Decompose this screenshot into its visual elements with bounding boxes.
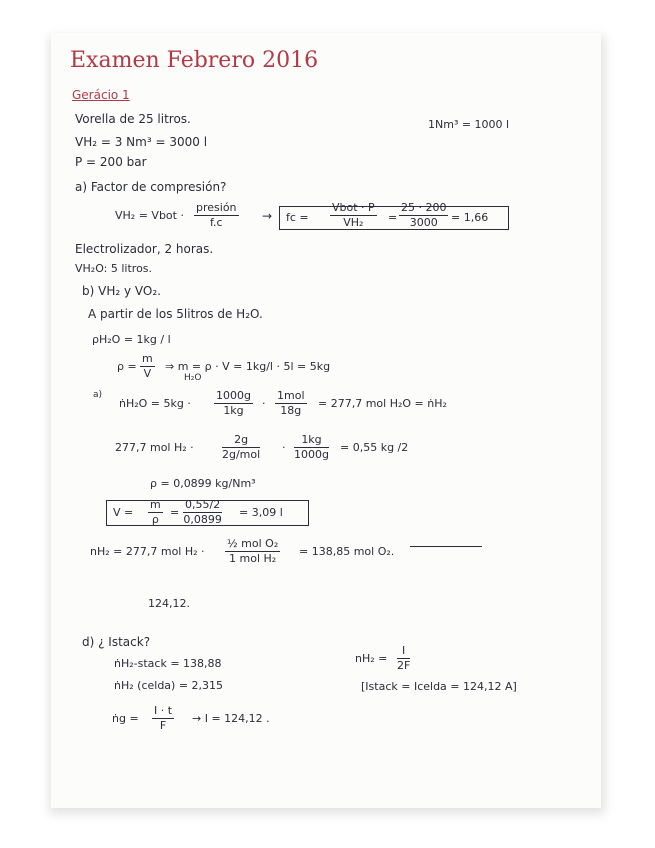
arrow-symbol: → — [262, 209, 273, 223]
fraction-denominator: 1 mol H₂ — [229, 552, 277, 565]
fraction-numerator: ½ mol O₂ — [227, 537, 279, 550]
fraction-denominator: 1kg — [223, 404, 244, 417]
side-note: 124,12. — [148, 597, 190, 610]
fraction-numerator: m — [150, 498, 161, 511]
water-density: ρH₂O = 1kg / l — [92, 333, 171, 346]
volume-fraction-symbolic — [148, 498, 163, 527]
stack-value: ṅH₂-stack = 138,88 — [114, 657, 222, 670]
given-vh2: VH₂ = 3 Nm³ = 3000 l — [75, 135, 208, 149]
part-a-fraction-numbers — [399, 201, 448, 230]
section-heading: Gerácio 1 — [72, 88, 130, 102]
fraction-numerator: 1mol — [277, 389, 305, 402]
fraction-numerator: 0,55/2 — [185, 498, 221, 511]
fraction-denominator: 1000g — [294, 448, 329, 461]
mass-lhs: 277,7 mol H₂ · — [115, 441, 194, 454]
fraction-numerator: 25 · 200 — [401, 201, 447, 214]
part-b-intro: A partir de los 5litros de H₂O. — [88, 307, 263, 321]
fraction-denominator: 0,0899 — [183, 513, 222, 526]
fraction-denominator: 2g/mol — [222, 448, 261, 461]
moles-fraction-grams — [214, 389, 253, 418]
fraction-denominator: ρ — [151, 513, 159, 526]
nh2-fraction — [397, 644, 410, 673]
volume-fraction-numeric — [183, 498, 222, 527]
equals-sign: = — [170, 506, 180, 519]
mass-rhs: = 0,55 kg /2 — [340, 441, 409, 454]
fc-label: fc = — [286, 211, 309, 224]
part-a-question: a) Factor de compresión? — [75, 180, 227, 194]
given-conversion: 1Nm³ = 1000 l — [428, 118, 510, 131]
moles-fraction-mol — [275, 389, 307, 418]
mass-fraction-kg — [294, 433, 329, 462]
fraction-denominator: f.c — [209, 216, 223, 229]
oxygen-lhs: nH₂ = 277,7 mol H₂ · — [90, 545, 205, 558]
nh2-lhs: nH₂ = — [355, 652, 388, 665]
fraction-denominator: 2F — [397, 659, 411, 672]
part-d-question: d) ¿ Istack? — [82, 635, 151, 649]
electrolyzer-line: Electrolizador, 2 horas. — [75, 242, 214, 256]
fraction-numerator: 2g — [222, 433, 260, 448]
fraction-denominator: 18g — [280, 404, 302, 417]
equals-sign: = — [388, 211, 398, 224]
mass-fraction-molar — [222, 433, 260, 462]
water-volume-line: VH₂O: 5 litros. — [75, 262, 153, 275]
hydrogen-density: ρ = 0,0899 kg/Nm³ — [150, 477, 256, 490]
multiply-dot: · — [282, 441, 286, 454]
current-result: [Istack = Icelda = 124,12 A] — [361, 680, 517, 693]
final-rhs: → I = 124,12 . — [192, 712, 270, 725]
part-a-lhs: VH₂ = Vbot · — [115, 209, 184, 222]
part-a-fraction-vbot — [330, 201, 377, 230]
fraction-numerator: m — [142, 352, 153, 365]
part-b-question: b) VH₂ y VO₂. — [82, 284, 161, 298]
rho-lhs: ρ = — [117, 360, 137, 373]
fraction-denominator: F — [159, 719, 167, 732]
fraction-denominator: VH₂ — [343, 216, 364, 229]
fraction-denominator: V — [143, 367, 152, 380]
rho-subscript: H₂O — [184, 373, 202, 383]
moles-rhs: = 277,7 mol H₂O = ṅH₂ — [318, 397, 447, 410]
final-lhs: ṅg = — [112, 712, 139, 725]
fraction-numerator: Vbot · P — [332, 201, 375, 214]
fraction-numerator: presión — [196, 201, 237, 214]
exam-title: Examen Febrero 2016 — [70, 48, 319, 73]
multiply-dot: · — [262, 397, 266, 410]
margin-mark: a) — [93, 390, 103, 400]
rho-fraction — [140, 352, 155, 381]
fraction-denominator: 3000 — [409, 216, 438, 229]
moles-lhs: ṅH₂O = 5kg · — [119, 397, 191, 410]
volume-lhs: V = — [113, 506, 134, 519]
given-pressure: P = 200 bar — [75, 155, 147, 169]
fraction-numerator: 1000g — [216, 389, 251, 402]
rho-rhs: ⇒ m = ρ · V = 1kg/l · 5l = 5kg — [165, 360, 331, 373]
final-fraction — [152, 704, 174, 733]
part-a-fraction-pressure — [194, 201, 239, 230]
fraction-numerator: I · t — [154, 704, 173, 717]
trailing-line — [410, 546, 482, 547]
oxygen-rhs: = 138,85 mol O₂. — [299, 545, 395, 558]
cell-value: ṅH₂ (celda) = 2,315 — [114, 679, 224, 692]
given-volume: Vorella de 25 litros. — [75, 112, 191, 126]
volume-rhs: = 3,09 l — [239, 506, 283, 519]
fraction-numerator: 1kg — [294, 433, 329, 448]
part-a-result: = 1,66 — [451, 211, 489, 224]
oxygen-fraction — [225, 537, 280, 566]
fraction-numerator: I — [397, 644, 410, 659]
